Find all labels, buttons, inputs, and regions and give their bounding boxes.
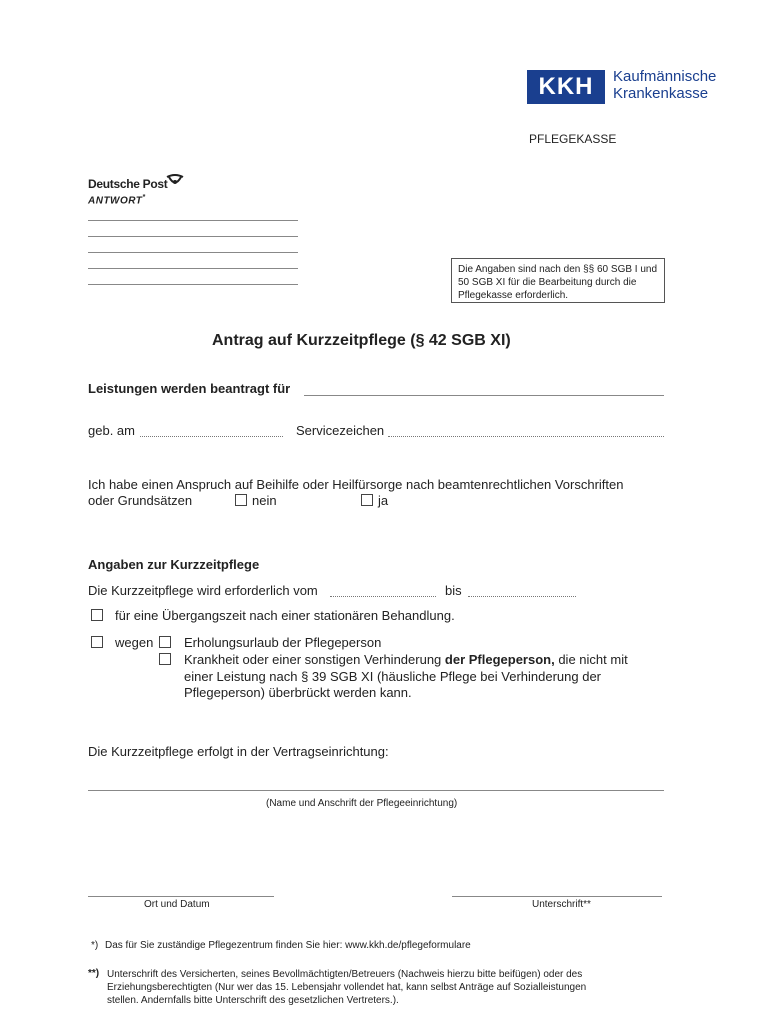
bis-date-field[interactable] (468, 596, 576, 597)
ort-datum-field[interactable] (88, 896, 274, 897)
beihilfe-nein-checkbox[interactable] (235, 494, 247, 506)
kkh-logo (527, 70, 727, 104)
vom-date-field[interactable] (330, 596, 436, 597)
address-line[interactable] (88, 252, 298, 253)
kkh-logo-mark: KKH (527, 70, 605, 104)
krankheit-text-a: Krankheit oder einer sonstigen Verhinderung (184, 652, 445, 667)
footnote-2-line3: stellen. Andernfalls bitte Unterschrift des gesetzlichen Vertreters.). (107, 995, 399, 1006)
einrichtung-label: Die Kurzzeitpflege erfolgt in der Vertragseinrichtung: (88, 744, 389, 759)
erholung-checkbox[interactable] (159, 636, 171, 648)
krankheit-line3: Pflegeperson) überbrückt werden kann. (184, 685, 412, 700)
wegen-label: wegen (115, 635, 154, 650)
erholung-label: Erholungsurlaub der Pflegeperson (184, 635, 382, 650)
leistungen-field[interactable] (304, 395, 664, 396)
address-line[interactable] (88, 284, 298, 285)
footnote-2-mark: **) (88, 968, 100, 979)
beihilfe-text-line1: Ich habe einen Anspruch auf Beihilfe oder Heilfürsorge nach beamtenrechtlichen Vorschriften (88, 477, 624, 492)
antwort-sup: * (142, 194, 146, 201)
form-title: Antrag auf Kurzzeitpflege (§ 42 SGB XI) (212, 332, 511, 349)
geb-label: geb. am (88, 423, 135, 438)
antwort-text: ANTWORT (88, 195, 143, 207)
deutsche-post-brand: Deutsche Post (88, 177, 168, 191)
data-protection-infobox (451, 258, 665, 303)
krankheit-label (184, 652, 628, 667)
uebergang-checkbox[interactable] (91, 609, 103, 621)
beihilfe-text-line2: oder Grundsätzen (88, 493, 193, 508)
servicezeichen-label: Servicezeichen (296, 423, 385, 438)
beihilfe-ja-label: ja (378, 493, 389, 508)
krankheit-line2: einer Leistung nach § 39 SGB XI (häusliche Pflege bei Verhinderung der (184, 669, 601, 684)
footnote-1-text: Das für Sie zuständige Pflegezentrum finden Sie hier: www.kkh.de/pflegeformulare (105, 940, 471, 951)
bis-label: bis (445, 583, 462, 598)
leistungen-label: Leistungen werden beantragt für (88, 381, 291, 396)
kkh-logo-line1: Kaufmännische (613, 68, 717, 85)
ort-datum-label: Ort und Datum (144, 899, 210, 910)
uebergang-label: für eine Übergangszeit nach einer stationären Behandlung. (115, 608, 455, 623)
beihilfe-ja-checkbox[interactable] (361, 494, 373, 506)
krankheit-text-c: die nicht mit (554, 652, 628, 667)
address-line[interactable] (88, 268, 298, 269)
unterschrift-field[interactable] (452, 896, 662, 897)
krankheit-checkbox[interactable] (159, 653, 171, 665)
address-line[interactable] (88, 236, 298, 237)
kurzzeitpflege-vom-label: Die Kurzzeitpflege wird erforderlich vom (88, 583, 318, 598)
kkh-logo-line2: Krankenkasse (613, 85, 709, 102)
pflegekasse-label: PFLEGEKASSE (529, 132, 617, 146)
einrichtung-field[interactable] (88, 790, 664, 791)
einrichtung-caption: (Name und Anschrift der Pflegeeinrichtung) (266, 798, 458, 809)
footnote-1-mark: *) (91, 940, 99, 951)
antwort-label (88, 194, 146, 206)
geb-field[interactable] (140, 436, 283, 437)
footnote-2-line1: Unterschrift des Versicherten, seines Bevollmächtigten/Betreuers (Nachweis hierzu bitte beifügen) oder des (107, 969, 583, 980)
krankheit-text-b: der Pflegeperson, (444, 652, 555, 667)
beihilfe-nein-label: nein (252, 493, 277, 508)
servicezeichen-field[interactable] (388, 436, 664, 437)
address-line[interactable] (88, 220, 298, 221)
wegen-checkbox[interactable] (91, 636, 103, 648)
posthorn-icon (165, 174, 185, 195)
infobox-text: Die Angaben sind nach den §§ 60 SGB I und 50 SGB XI für die Bearbeitung durch die Pflegekasse erforderlich. (458, 264, 658, 301)
footnote-2-line2: Erziehungsberechtigten (Nur wer das 15. Lebensjahr vollendet hat, kann selbst Anträge auf Sozialleistungen (107, 982, 587, 993)
angaben-heading: Angaben zur Kurzzeitpflege (88, 557, 260, 572)
unterschrift-label: Unterschrift** (532, 899, 591, 910)
